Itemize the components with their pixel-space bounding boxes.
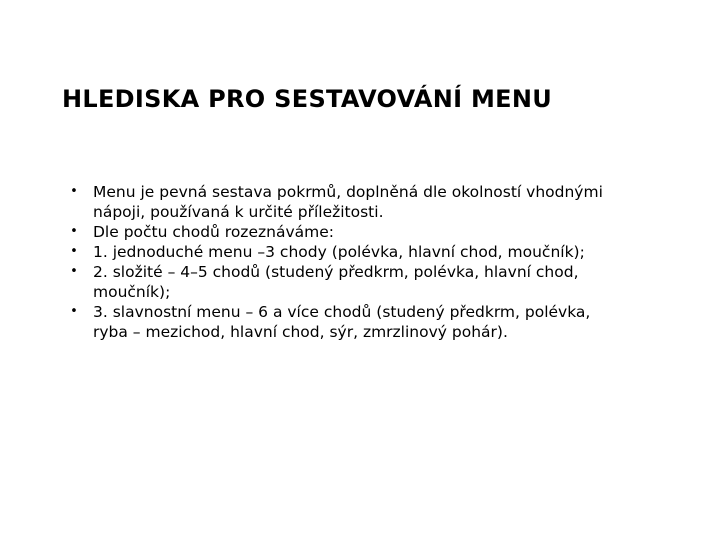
bullet-dot-icon: • <box>70 264 78 279</box>
bullet-text: 2. složité – 4–5 chodů (studený předkrm, polévka, hlavní chod, moučník); <box>93 263 579 301</box>
bullet-dot-icon: • <box>70 224 78 239</box>
slide-title: HLEDISKA PRO SESTAVOVÁNÍ MENU <box>62 85 553 113</box>
bullet-dot-icon: • <box>70 184 78 199</box>
bullet-text: Dle počtu chodů rozeznáváme: <box>93 223 334 241</box>
bullet-text: 3. slavnostní menu – 6 a více chodů (studený předkrm, polévka, ryba – mezichod, hlavní chod, sýr, zmrzlinový pohár). <box>93 303 591 341</box>
bullet-item <box>62 302 622 342</box>
bullet-item <box>62 182 622 222</box>
bullet-item <box>62 242 622 262</box>
bullet-list <box>62 182 622 342</box>
bullet-dot-icon: • <box>70 304 78 319</box>
bullet-item <box>62 222 622 242</box>
bullet-text: 1. jednoduché menu –3 chody (polévka, hlavní chod, moučník); <box>93 243 585 261</box>
bullet-text: Menu je pevná sestava pokrmů, doplněná dle okolností vhodnými nápoji, používaná k určité příležitosti. <box>93 183 603 221</box>
bullet-dot-icon: • <box>70 244 78 259</box>
bullet-item <box>62 262 622 302</box>
